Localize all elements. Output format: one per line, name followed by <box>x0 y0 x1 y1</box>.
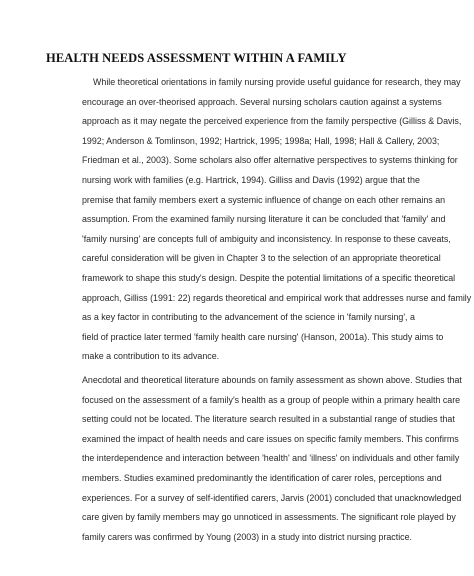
text-line: examined the impact of health needs and care issues on specific family members. This confirms <box>82 433 459 444</box>
text-line: approach, Gilliss (1991: 22) regards theoretical and empirical work that addresses nurse and family <box>82 292 472 303</box>
text-line: 1992; Anderson & Tomlinson, 1992; Hartrick, 1995; 1998a; Hall, 1998; Hall & Callery, 2003; <box>82 135 440 146</box>
paragraph-2 <box>82 371 462 547</box>
section-heading: HEALTH NEEDS ASSESSMENT WITHIN A FAMILY <box>46 51 347 65</box>
text-line: setting could not be located. The literature search resulted in a substantial range of studies that <box>82 414 455 425</box>
text-line: focused on the assessment of a family's health as a group of people within a primary health care <box>82 394 461 405</box>
text-line: Anecdotal and theoretical literature abounds on family assessment as shown above. Studies that <box>82 375 462 385</box>
paragraph-1 <box>82 73 472 367</box>
text-line: Friedman et al., 2003). Some scholars also offer alternative perspectives to systems thinking for <box>82 155 458 166</box>
text-line: the interdependence and interaction between 'health' and 'illness' on individuals and other family <box>82 453 460 464</box>
text-line: experiences. For a survey of self-identified carers, Jarvis (2001) concluded that unacknowledged <box>82 492 462 503</box>
text-line: field of practice later termed 'family health care nursing' (Hanson, 2001a). This study aims to <box>82 331 444 342</box>
text-line: nursing work with families (e.g. Hartrick, 1994). Gilliss and Davis (1992) argue that the <box>82 174 420 185</box>
text-line: framework to shape this study's design. Despite the potential limitations of a specific theoretical <box>82 272 456 283</box>
text-line: careful consideration will be given in Chapter 3 to the selection of an appropriate theoretical <box>82 253 441 264</box>
text-line: approach as it may negate the perceived experience from the family perspective (Gilliss & Davis, <box>82 116 462 127</box>
text-line: assumption. From the examined family nursing literature it can be concluded that 'family' and <box>82 214 446 225</box>
text-line: While theoretical orientations in family nursing provide useful guidance for research, they may <box>93 77 461 87</box>
text-line: care given by family members may go unnoticed in assessments. The significant role played by <box>82 512 456 523</box>
text-line: as a key factor in contributing to the advancement of the science in 'family nursing', a <box>82 312 415 323</box>
text-line: family carers was confirmed by Young (2003) in a study into district nursing practice. <box>82 531 413 542</box>
text-line: 'family nursing' are concepts full of ambiguity and inconsistency. In response to these caveats, <box>82 233 451 244</box>
text-line: encourage an over-theorised approach. Several nursing scholars caution against a systems <box>82 96 442 107</box>
text-line: make a contribution to its advance. <box>82 351 220 362</box>
text-line: premise that family members exert a systemic influence of change on each other remains an <box>82 194 446 205</box>
text-line: members. Studies examined predominantly the identification of carer roles, perceptions and <box>82 472 442 483</box>
